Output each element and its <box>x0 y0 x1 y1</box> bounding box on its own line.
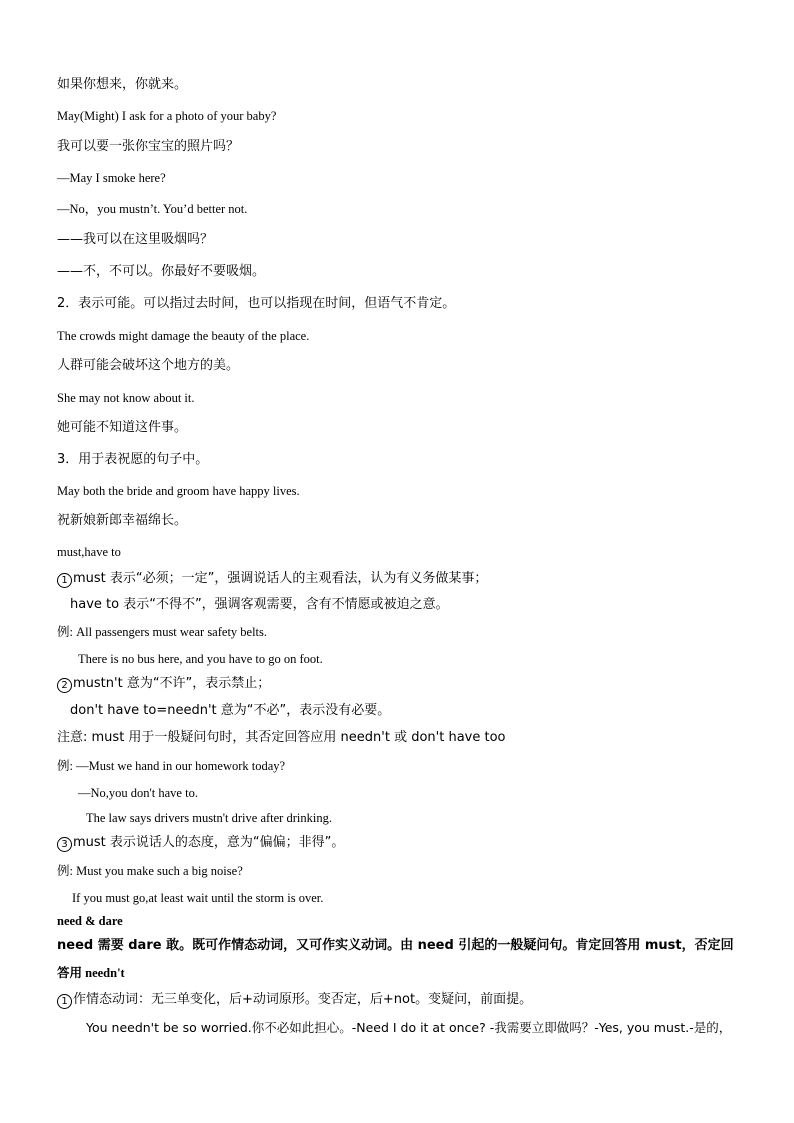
section-heading: must,have to <box>57 545 121 559</box>
example-line: 例: Must you make such a big noise? <box>57 864 243 878</box>
note-line: 注意: must 用于一般疑问句时，其否定回答应用 needn't 或 don't have too <box>57 730 506 745</box>
text-line: ——不，不可以。你最好不要吸烟。 <box>57 264 266 279</box>
section-heading: 3．用于表祝愿的句子中。 <box>57 452 209 467</box>
example-line: 例: —Must we hand in our homework today? <box>57 759 286 773</box>
text-line: need 需要 dare 敢。既可作情态动词，又可作实义动词。由 need 引起的一般疑问句。肯定回答用 must，否定回 <box>57 938 734 953</box>
text-line: She may not know about it. <box>57 391 195 405</box>
text-line: —No，you mustn’t. You’d better not. <box>57 202 248 216</box>
text-line: 答用 needn't <box>57 966 125 980</box>
text-line: don't have to=needn't 意为“不必”，表示没有必要。 <box>70 703 391 718</box>
text-line: May both the bride and groom have happy lives. <box>57 484 300 498</box>
text-line: May(Might) I ask for a photo of your baby? <box>57 109 277 123</box>
example-line: The law says drivers mustn't drive after drinking. <box>86 811 332 825</box>
list-item: 2 mustn't 意为“不许”，表示禁止； <box>57 676 270 693</box>
text-line: ——我可以在这里吸烟吗？ <box>57 232 214 247</box>
section-heading: need & dare <box>57 914 123 928</box>
text-line: 人群可能会破坏这个地方的美。 <box>57 358 240 373</box>
example-line: There is no bus here, and you have to go on foot. <box>78 652 323 666</box>
circled-number: 3 <box>57 837 72 852</box>
text-line: 祝新娘新郎幸福绵长。 <box>57 513 188 528</box>
section-heading: 2．表示可能。可以指过去时间，也可以指现在时间，但语气不肯定。 <box>57 296 456 311</box>
text-line: The crowds might damage the beauty of the place. <box>57 329 310 343</box>
list-item: 3 must 表示说话人的态度，意为“偏偏；非得”。 <box>57 835 344 852</box>
example-line: If you must go,at least wait until the storm is over. <box>72 891 324 905</box>
list-item: 1 must 表示“必须；一定”，强调说话人的主观看法，认为有义务做某事； <box>57 571 487 588</box>
text-line: 我可以要一张你宝宝的照片吗？ <box>57 139 240 154</box>
list-item: 1 作情态动词：无三单变化，后+动词原形。变否定，后+not。变疑问，前面提。 <box>57 992 532 1009</box>
example-line: You needn't be so worried.你不必如此担心。-Need I do it at once? -我需要立即做吗？-Yes, you must.-是的， <box>86 1020 732 1035</box>
example-line: —No,you don't have to. <box>78 786 198 800</box>
text-line: 她可能不知道这件事。 <box>57 420 188 435</box>
text-line: have to 表示“不得不”，强调客观需要，含有不情愿或被迫之意。 <box>70 597 449 612</box>
circled-number: 1 <box>57 994 72 1009</box>
circled-number: 2 <box>57 678 72 693</box>
example-line: 例: All passengers must wear safety belts. <box>57 625 268 639</box>
text-line: 如果你想来，你就来。 <box>57 77 188 92</box>
circled-number: 1 <box>57 573 72 588</box>
text-line: —May I smoke here? <box>57 171 166 185</box>
